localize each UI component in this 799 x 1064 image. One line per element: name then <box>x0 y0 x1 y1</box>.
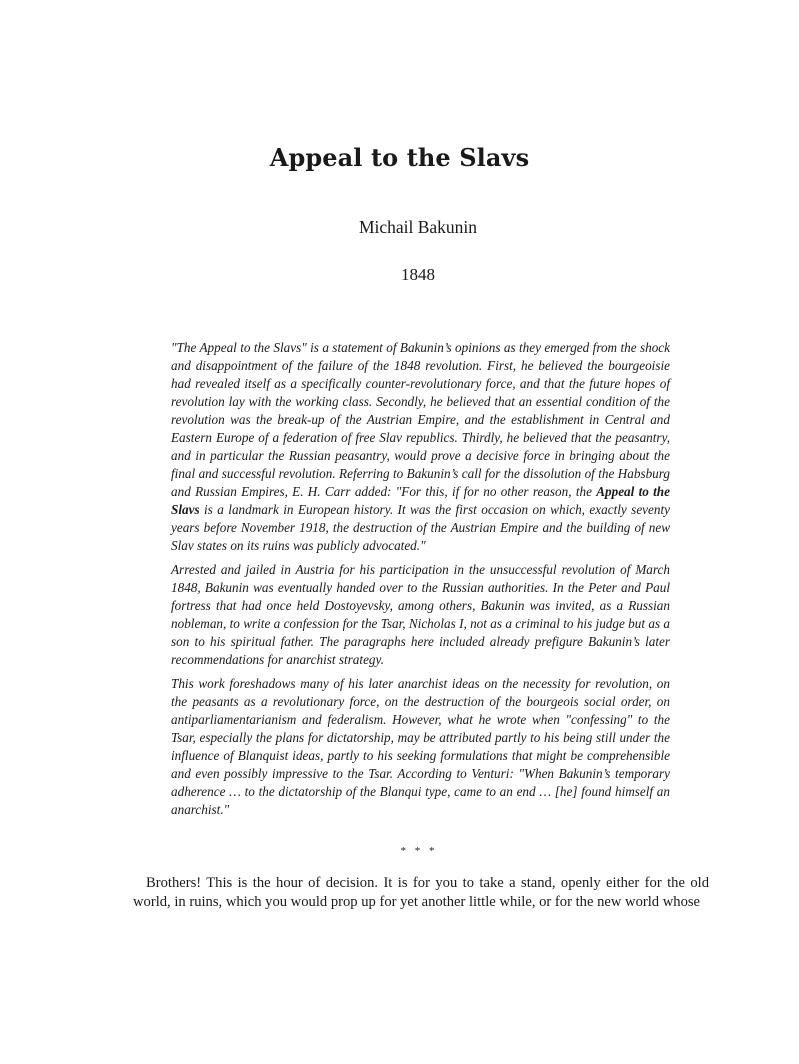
abstract-paragraph-2: Arrested and jailed in Austria for his participation in the unsuccessful revolution of March 1848, Bakunin was eventually handed over to the Russian authorities. In the Peter and Paul fortress that had once held Dostoyevsky, among others, Bakunin was invited, as a Russian nobleman, to write a confession for the Tsar, Nicholas I, not as a criminal to his judge but as a son to his spiritual father. The paragraphs here included already prefigure Bakunin’s later recommendations for anarchist strategy. <box>171 562 670 667</box>
author-name: Michail Bakunin <box>358 217 478 237</box>
publication-year: 1848 <box>401 265 435 284</box>
abstract <box>171 339 670 825</box>
body-paragraph-1: Brothers! This is the hour of decision. It is for you to take a stand, openly either for the old world, in ruins, which you would prop up for yet another little while, or for the new world whose <box>133 875 709 910</box>
abstract-p1-bold-title: Appeal to the Slavs <box>171 484 670 517</box>
main-text <box>133 874 709 911</box>
abstract-paragraph-1 <box>171 339 670 555</box>
abstract-p1-text: "The Appeal to the Slavs" is a statement of Bakunin’s opinions as they emerged from the shock and disappointment of the failure of the 1848 revolution. First, he believed the bourgeoisie had revealed itself as a specifically counter-revolutionary force, and that the future hopes of revolution lay with the working class. Secondly, he believed that an essential condition of the revolution was the break-up of the Austrian Empire, and the establishment in Central and Eastern Europe of a federation of free Slav republics. Thirdly, he believed that the peasantry, and in particular the Russian peasantry, would prove a decisive force in bringing about the final and successful revolution. Referring to Bakunin’s call for the dissolution of the Habsburg and Russian Empires, E. H. Carr added: "For this, if for no other reason, the <box>171 340 670 499</box>
document-title: Appeal to the Slavs <box>269 143 530 172</box>
abstract-p1-text-end: is a landmark in European history. It was the first occasion on which, exactly seventy years before November 1918, the destruction of the Austrian Empire and the building of new Slav states on its ruins was publicly advocated." <box>171 502 670 553</box>
abstract-paragraph-3: This work foreshadows many of his later anarchist ideas on the necessity for revolution, on the peasants as a revolutionary force, on the destruction of the bourgeois social order, on antiparliamentarianism and federalism. However, what he wrote when "confessing" to the Tsar, especially the plans for dictatorship, may be attributed partly to his being still under the influence of Blanquist ideas, partly to his seeking formulations that might be comprehensible and even possibly impressive to the Tsar. According to Venturi: "When Bakunin’s temporary adherence … to the dictatorship of the Blanqui type, came to an end … [he] found himself an anarchist." <box>171 676 670 817</box>
section-separator: * * * <box>400 845 438 857</box>
